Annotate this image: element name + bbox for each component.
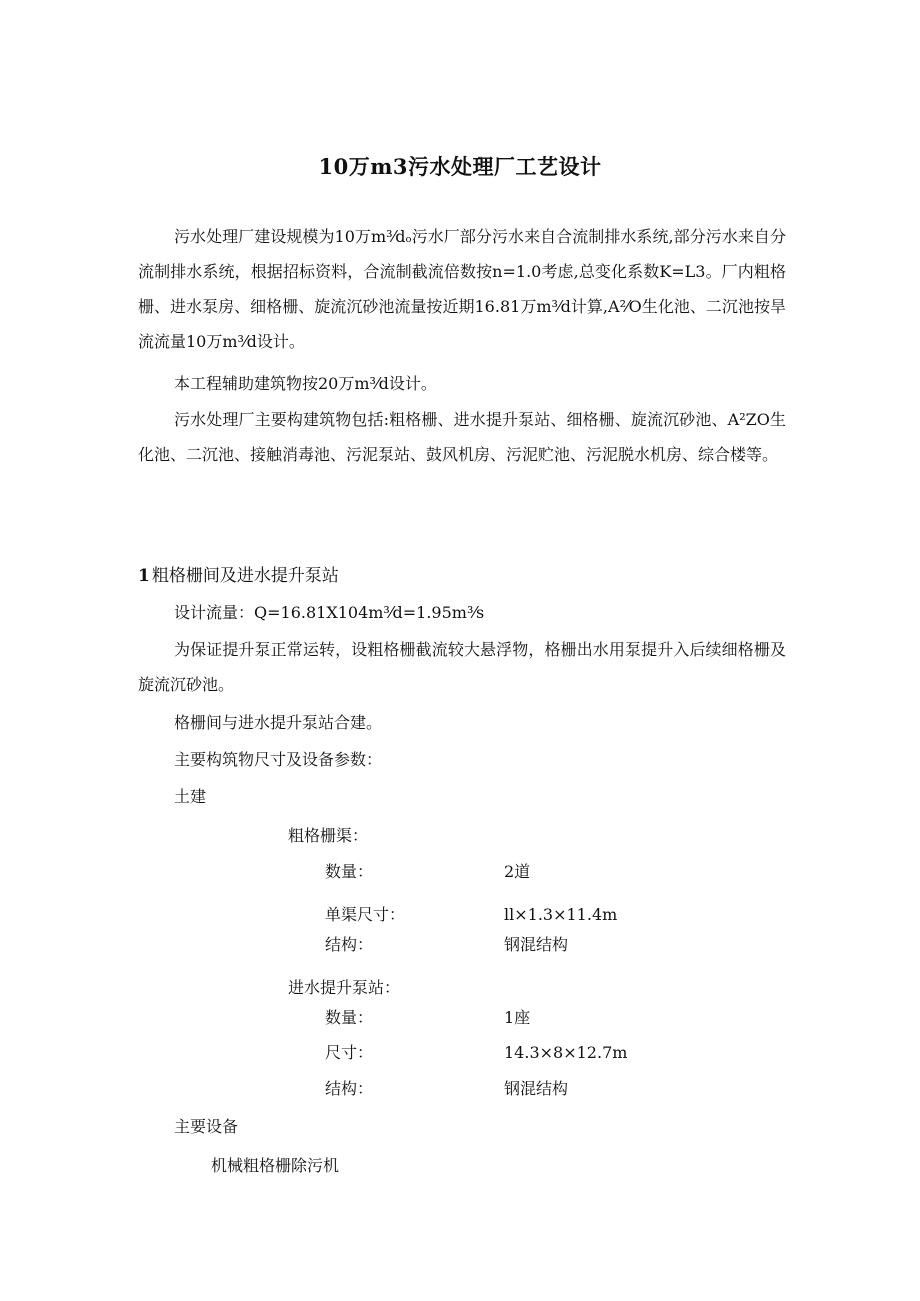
design-flow: 设计流量：Q=16.81X104m³⁄d=1.95m³⁄s — [174, 603, 485, 622]
section-number: 1 — [138, 566, 150, 586]
coarse-screen-size-value: ll×1.3×11.4m — [504, 905, 618, 924]
coarse-screen-structure-value: 钢混结构 — [504, 935, 569, 954]
pump-station-qty-value: 1座 — [504, 1008, 531, 1027]
coarse-screen-size-key: 单渠尺寸： — [325, 905, 406, 924]
intro-paragraph-scale: 污水处理厂建设规模为10万m³⁄dₒ污水厂部分污水来自合流制排水系统,部分污水来自分流制排水系统，根据招标资料，合流制截流倍数按n=1.0考虑,总变化系数K=L3。厂内粗格栅、进水泵房、细格栅、旋流沉砂池流量按近期16.81万m³⁄d计算,A²⁄O生化池、二沉池按旱流流量10万m³⁄d设计。 — [138, 227, 786, 351]
dimensions-heading: 主要构筑物尺寸及设备参数： — [174, 750, 383, 769]
intro-paragraph-auxiliary: 本工程辅助建筑物按20万m³⁄d设计。 — [174, 374, 437, 393]
purpose-paragraph: 为保证提升泵正常运转，设粗格栅截流较大悬浮物，格栅出水用泵提升入后续细格栅及旋流沉砂池。 — [138, 640, 786, 694]
intro-paragraph-structures: 污水处理厂主要构建筑物包括:粗格栅、进水提升泵站、细格栅、旋流沉砂池、A²ZO生化池、二沉池、接触消毒池、污泥泵站、鼓风机房、污泥贮池、污泥脱水机房、综合楼等。 — [138, 410, 786, 464]
equipment-heading: 主要设备 — [174, 1117, 239, 1136]
section-title: 粗格栅间及进水提升泵站 — [151, 566, 339, 586]
coarse-screen-label: 粗格栅渠： — [288, 826, 369, 845]
coarse-screen-qty-value: 2道 — [504, 862, 531, 881]
pump-station-label: 进水提升泵站： — [288, 978, 401, 997]
document-title: 10万m3污水处理厂工艺设计 — [318, 154, 602, 179]
coarse-screen-qty-key: 数量： — [325, 862, 374, 881]
equipment-item: 机械粗格栅除污机 — [211, 1156, 340, 1175]
section-heading — [138, 561, 339, 586]
coarse-screen-structure-key: 结构： — [325, 935, 374, 954]
civil-works-label: 土建 — [174, 787, 207, 806]
pump-station-qty-key: 数量： — [325, 1008, 374, 1027]
pump-station-structure-key: 结构： — [325, 1079, 374, 1098]
combined-build-note: 格栅间与进水提升泵站合建。 — [174, 713, 383, 732]
pump-station-size-value: 14.3×8×12.7m — [504, 1043, 628, 1062]
pump-station-size-key: 尺寸： — [325, 1043, 374, 1062]
pump-station-structure-value: 钢混结构 — [504, 1079, 569, 1098]
